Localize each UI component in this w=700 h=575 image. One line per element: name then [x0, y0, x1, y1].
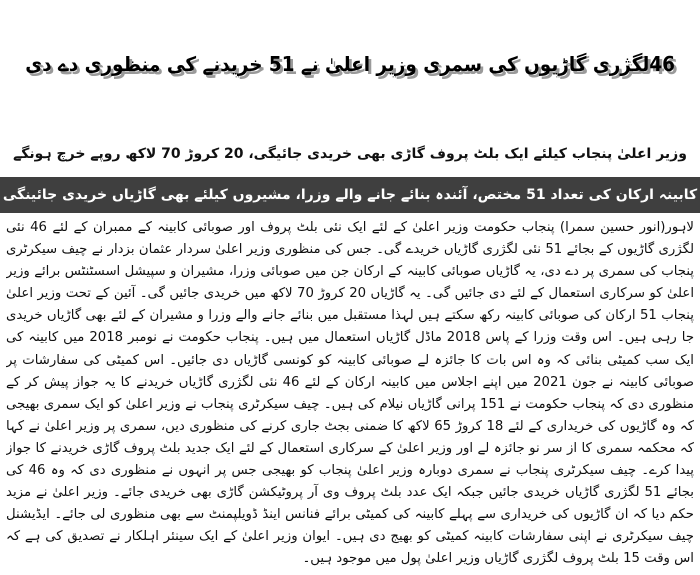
headline — [0, 0, 700, 128]
highlight-band — [0, 177, 700, 213]
subheadline-text: وزیر اعلیٰ پنجاب کیلئے ایک بلٹ پروف گاڑی بھی خریدی جائیگی، 20 کروڑ 70 لاکھ روپے خرچ ہونگے — [13, 146, 687, 162]
article-body — [6, 217, 694, 571]
headline-text: 46لگژری گاڑیوں کی سمری وزیر اعلیٰ نے 51 خریدنے کی منظوری دے دی — [25, 52, 675, 76]
highlight-band-text: کابینہ ارکان کی تعداد 51 مختص، آئندہ بنائے جانے والے وزرا، مشیروں کیلئے بھی گاڑیاں خریدی جائینگی — [2, 187, 698, 203]
subheadline — [8, 136, 692, 172]
article-paragraph: لاہور(انور حسین سمرا) پنجاب حکومت وزیر اعلیٰ کے لئے ایک نئی بلٹ پروف اور صوبائی کابینہ کے ممبران کے لئے 46 نئی لگژری گاڑیوں کے بجائے 51 نئی لگژری گاڑیاں خریدے گی۔ جس کی منظوری وزیر اعلیٰ سردار عثمان بزدار نے چیف سیکرٹری پنجاب کی سمری پر دے دی، یہ گاڑیاں صوبائی کابینہ کے ارکان جن میں صوبائی وزرا، مشیران و سپیشل اسسٹنٹس برائے وزیر اعلیٰ کو سرکاری استعمال کے لئے دی جائیں گی۔ یہ گاڑیاں 20 کروڑ 70 لاکھ میں خریدی جائیں گی۔ آئین کے تحت وزیر اعلیٰ پنجاب 51 ارکان کی صوبائی کابینہ رکھ سکتے ہیں لہذا مستقبل میں بنائے جانے والے وزرا و مشیران کے لئے بھی گاڑیاں خریدی جا رہی ہیں۔ اس وقت وزرا کے پاس 2018 ماڈل گاڑیاں استعمال میں ہیں۔ پنجاب حکومت نے نومبر 2018 میں کابینہ کی ایک سب کمیٹی بنائی کہ وہ اس بات کا جائزہ لے صوبائی کابینہ کو کونسی گاڑیاں دی جائیں۔ اس کمیٹی کی سفارشات پر صوبائی کابینہ نے جون 2021 میں اپنے اجلاس میں کابینہ ارکان کے لئے 46 نئی لگژری گاڑیاں خریدنے کا یہ جواز پیش کر کے منظوری دی کہ پنجاب حکومت نے 151 پرانی گاڑیاں نیلام کی ہیں۔ چیف سیکرٹری پنجاب نے وزیر اعلیٰ کو ایک سمری بھیجی کہ وہ گاڑیوں کی خریداری کے لئے 18 کروڑ 65 لاکھ کا ضمنی بجٹ جاری کرنے کی منظوری دیں، سمری پر وزیر اعلیٰ نے کہا کہ محکمہ سمری کا از سر نو جائزہ لے اور وزیر اعلیٰ کے سرکاری استعمال کے لئے ایک جدید بلٹ پروف گاڑی خریدنے کا جواز پیدا کرے۔ چیف سیکرٹری پنجاب نے سمری دوبارہ وزیر اعلیٰ پنجاب کو بھیجی جس پر انہوں نے منظوری دی کہ وہ 46 کی بجائے 51 لگژری گاڑیاں خریدی جائیں جبکہ ایک عدد بلٹ پروف وی آر پروٹیکشن گاڑی بھی خریدی جائے۔ وزیر اعلیٰ نے مزید حکم دیا کہ ان گاڑیوں کی خریداری سے پہلے کابینہ کی کمیٹی برائے فنانس اینڈ ڈویلپمنٹ سے بھی منظوری لی جائے۔ ایڈیشنل چیف سیکرٹری نے اپنی سفارشات کابینہ کمیٹی کو بھیج دی ہیں۔ ایوان وزیر اعلیٰ کے ایک سینئر اہلکار نے تصدیق کی ہے کہ اس وقت 15 بلٹ پروف لگژری گاڑیاں وزیر اعلیٰ پول میں موجود ہیں۔ — [6, 220, 694, 567]
